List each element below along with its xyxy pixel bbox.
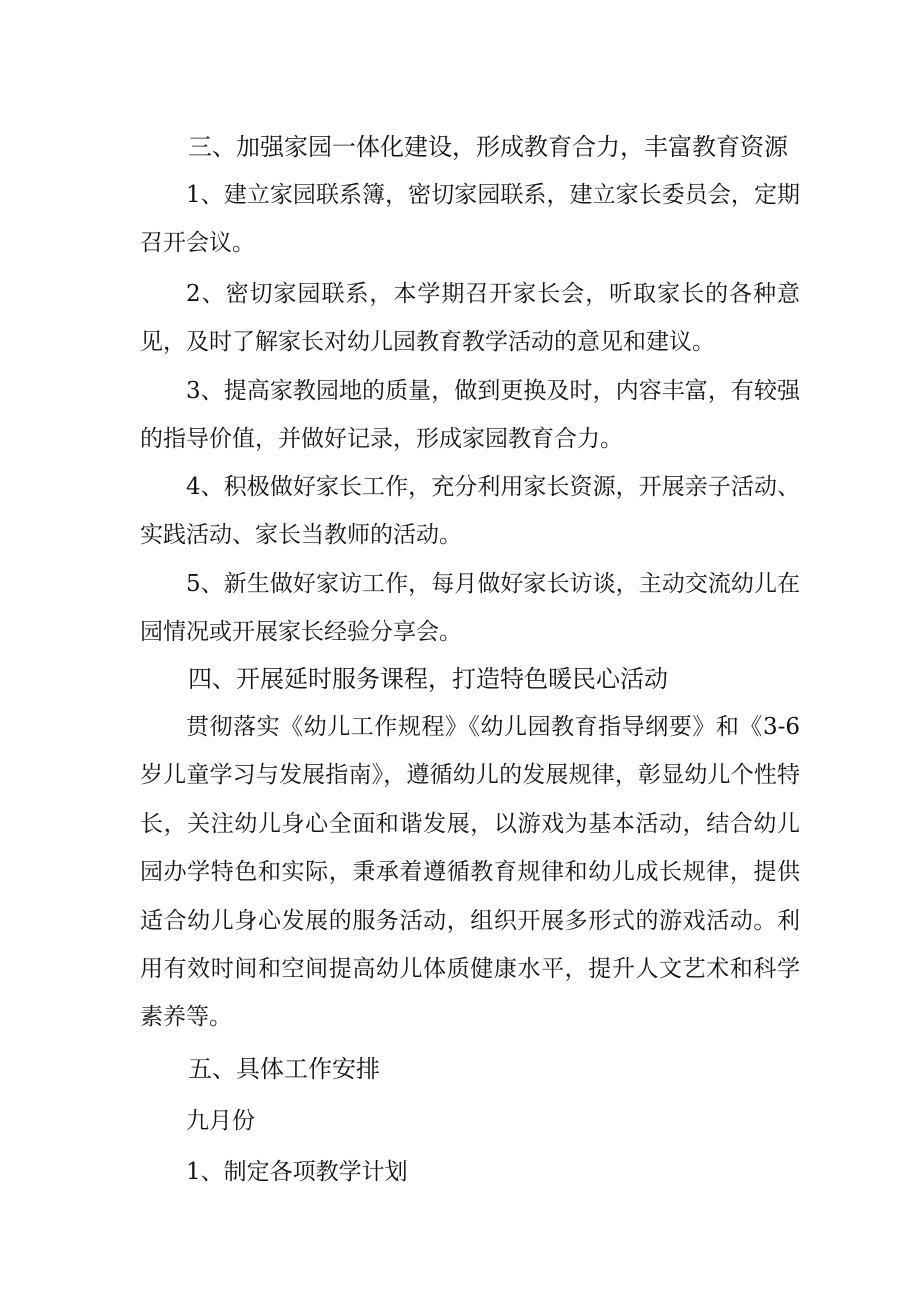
section-5-heading: 五、具体工作安排 bbox=[188, 1055, 380, 1083]
section-3-item-5: 5、新生做好家访工作，每月做好家长访谈，主动交流幼儿在园情况或开展家长经验分享会。 bbox=[140, 571, 800, 646]
section-3-item-4: 4、积极做好家长工作，充分利用家长资源，开展亲子活动、实践活动、家长当教师的活动。 bbox=[140, 474, 800, 549]
section-4-heading: 四、开展延时服务课程，打造特色暖民心活动 bbox=[188, 665, 668, 693]
section-3-item-1: 1、建立家园联系簿，密切家园联系，建立家长委员会，定期召开会议。 bbox=[140, 182, 800, 257]
section-3-heading: 三、加强家园一体化建设，形成教育合力，丰富教育资源 bbox=[188, 133, 788, 161]
section-5-item-1: 1、制定各项教学计划 bbox=[186, 1159, 408, 1185]
section-4-body: 贯彻落实《幼儿工作规程》《幼儿园教育指导纲要》和《3-6岁儿童学习与发展指南》，遵循幼儿的发展规律，彰显幼儿个性特长，关注幼儿身心全面和谐发展，以游戏为基本活动，结合幼儿园办学特色和实际，秉承着遵循教育规律和幼儿成长规律，提供适合幼儿身心发展的服务活动，组织开展多形式的游戏活动。利用有效时间和空间提高幼儿体质健康水平，提升人文艺术和科学素养等。 bbox=[140, 714, 800, 1031]
month-label: 九月份 bbox=[186, 1108, 255, 1134]
section-3-item-3: 3、提高家教园地的质量，做到更换及时，内容丰富，有较强的指导价值，并做好记录，形成家园教育合力。 bbox=[140, 378, 800, 453]
section-3-item-2: 2、密切家园联系，本学期召开家长会，听取家长的各种意见，及时了解家长对幼儿园教育教学活动的意见和建议。 bbox=[140, 281, 800, 356]
